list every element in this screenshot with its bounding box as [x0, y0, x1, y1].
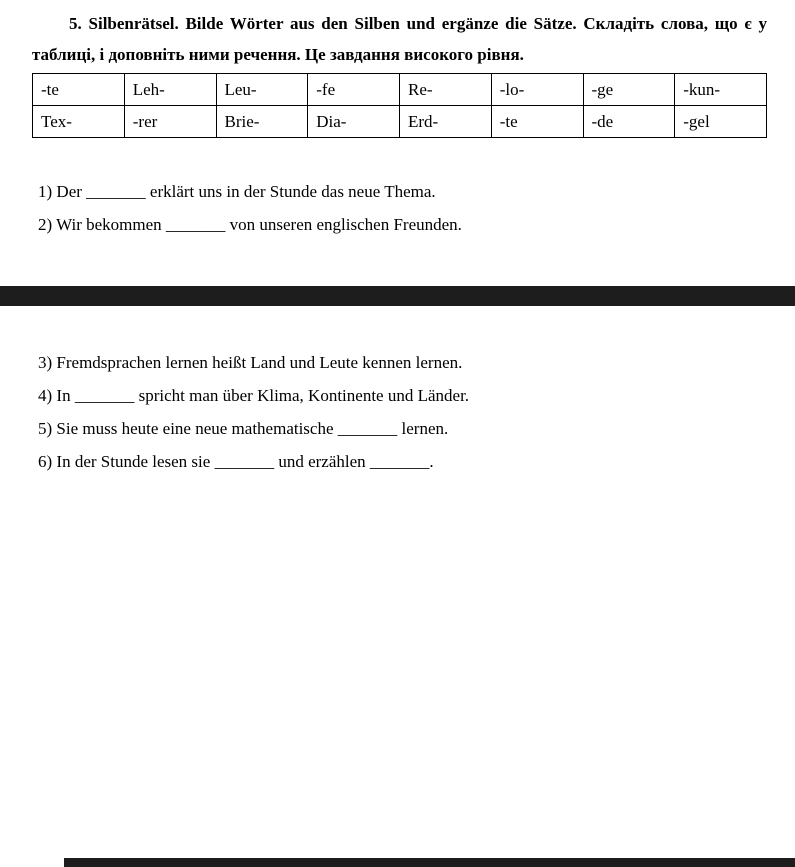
syllable-cell: Re- [400, 74, 492, 106]
sentence-2: 2) Wir bekommen _______ von unseren englischen Freunden. [38, 215, 462, 234]
page-content-lower [32, 347, 767, 479]
sentence-6: 6) In der Stunde lesen sie _______ und erzählen _______. [38, 452, 434, 471]
sentence-5: 5) Sie muss heute eine neue mathematische _______ lernen. [38, 419, 449, 438]
exercise-title: 5. Silbenrätsel. Bilde Wörter aus den Silben und ergänze die Sätze. Складіть слова, що є у таблиці, і доповніть ними речення. Це завдання високого рівня. [32, 14, 767, 64]
syllable-cell: -te [33, 74, 125, 106]
syllable-cell: -gel [675, 106, 767, 138]
syllable-table [32, 73, 767, 138]
syllable-cell: Leu- [216, 74, 308, 106]
syllable-cell: -lo- [491, 74, 583, 106]
syllable-cell: Leh- [124, 74, 216, 106]
sentence-1: 1) Der _______ erklärt uns in der Stunde das neue Thema. [38, 182, 436, 201]
page-content [32, 8, 767, 242]
syllable-cell: -fe [308, 74, 400, 106]
syllable-cell: -te [491, 106, 583, 138]
syllable-cell: -rer [124, 106, 216, 138]
syllable-cell: Brie- [216, 106, 308, 138]
syllable-cell: Tex- [33, 106, 125, 138]
syllable-table-row [33, 106, 767, 138]
syllable-cell: -ge [583, 74, 675, 106]
sentences-bottom-group [32, 347, 767, 478]
page-separator-bar [0, 286, 795, 306]
sentence-3: 3) Fremdsprachen lernen heißt Land und Leute kennen lernen. [38, 353, 463, 372]
syllable-cell: Dia- [308, 106, 400, 138]
sentences-top-group [32, 176, 767, 241]
bottom-edge-bar [64, 858, 795, 867]
syllable-cell: -de [583, 106, 675, 138]
syllable-cell: -kun- [675, 74, 767, 106]
syllable-cell: Erd- [400, 106, 492, 138]
sentence-4: 4) In _______ spricht man über Klima, Kontinente und Länder. [38, 386, 470, 405]
syllable-table-row [33, 74, 767, 106]
